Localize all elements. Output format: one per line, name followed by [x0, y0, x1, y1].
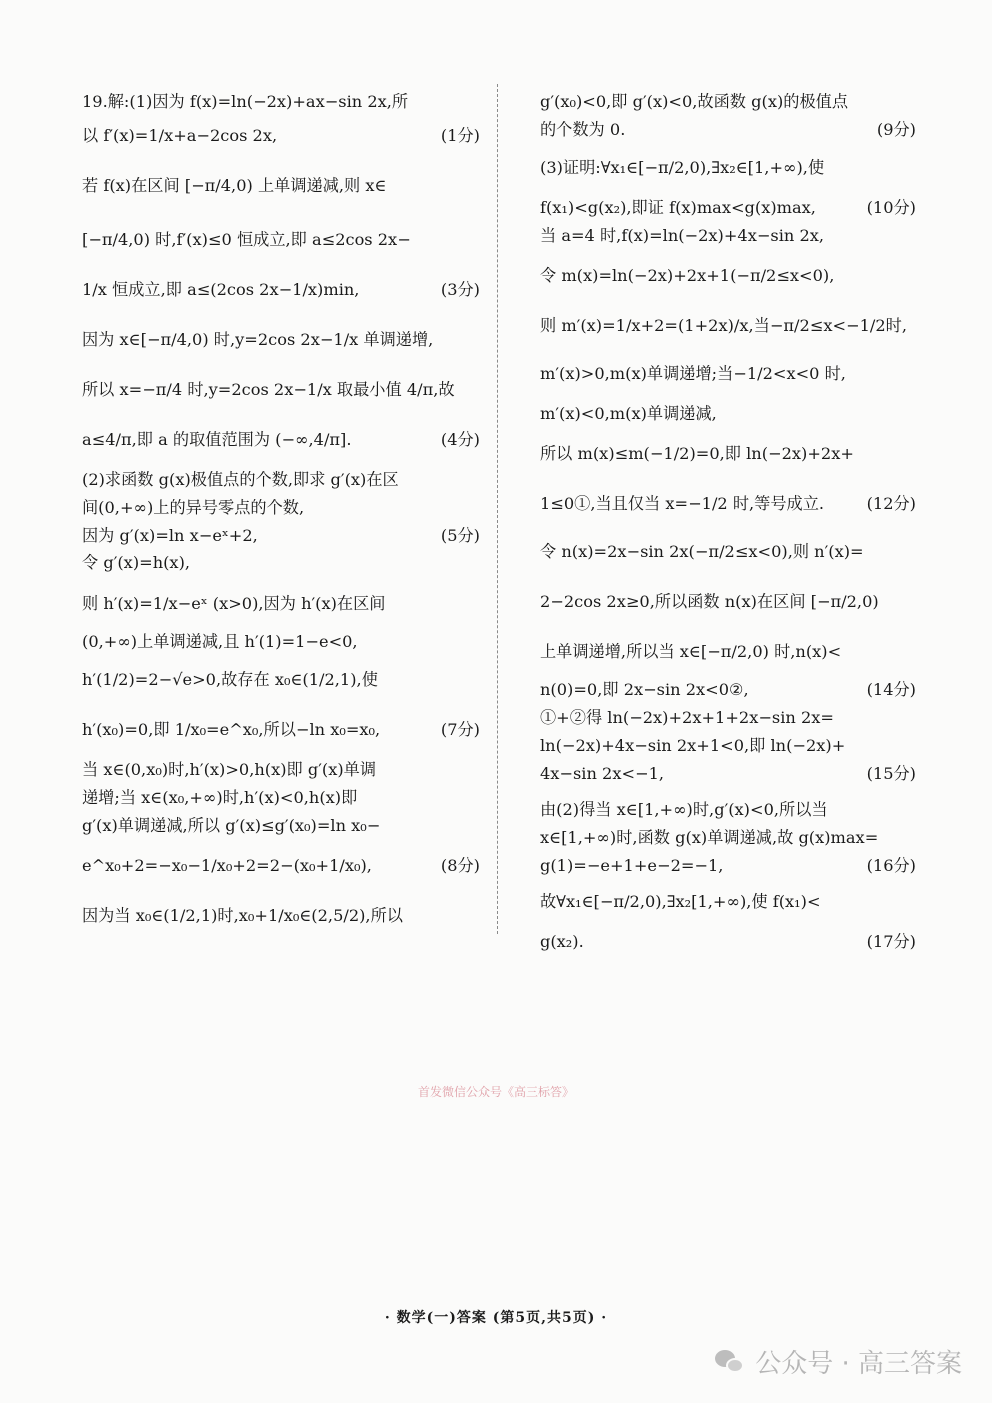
watermark-text: 首发微信公众号《高三标答》	[417, 1085, 574, 1099]
line-text: 19.解:(1)因为 f(x)=ln(−2x)+ax−sin 2x,所	[82, 92, 409, 111]
line-text: 当 x∈(0,x₀)时,h′(x)>0,h(x)即 g′(x)单调	[82, 760, 377, 779]
column-divider	[497, 84, 498, 934]
line-text: 当 a=4 时,f(x)=ln(−2x)+4x−sin 2x,	[540, 226, 825, 245]
line-text: 由(2)得当 x∈[1,+∞)时,g′(x)<0,所以当	[540, 800, 828, 819]
text-line	[540, 932, 916, 952]
text-line	[540, 800, 916, 820]
score-mark: (10分)	[866, 198, 916, 217]
line-text: g(1)=−e+1+e−2=−1,	[540, 856, 724, 875]
line-text: 的个数为 0.	[540, 120, 626, 139]
text-line	[82, 788, 480, 808]
line-text: 1/x 恒成立,即 a≤(2cos 2x−1/x)min,	[82, 280, 360, 299]
line-text: 所以 m(x)≤m(−1/2)=0,即 ln(−2x)+2x+	[540, 444, 854, 463]
text-line	[82, 906, 480, 926]
line-text: 因为 g′(x)=ln x−eˣ+2,	[82, 526, 258, 545]
score-mark: (5分)	[440, 526, 480, 545]
line-text: f(x₁)<g(x₂),即证 f(x)max<g(x)max,	[540, 198, 816, 217]
score-mark: (1分)	[440, 126, 480, 145]
line-text: m′(x)>0,m(x)单调递增;当−1/2<x<0 时,	[540, 364, 846, 383]
text-line	[82, 498, 480, 518]
score-mark: (12分)	[866, 494, 916, 513]
text-line	[82, 126, 480, 146]
line-text: 以 f′(x)=1/x+a−2cos 2x,	[82, 126, 278, 145]
wechat-icon	[715, 1350, 745, 1374]
page-footer: · 数学(一)答案 (第5页,共5页) ·	[384, 1310, 608, 1326]
line-text: g(x₂).	[540, 932, 584, 951]
line-text: a≤4/π,即 a 的取值范围为 (−∞,4/π].	[82, 430, 352, 449]
score-mark: (17分)	[866, 932, 916, 951]
text-line	[82, 526, 480, 546]
brand-text: 公众号 · 高三答案	[755, 1349, 962, 1379]
text-line	[82, 720, 480, 740]
text-line	[540, 592, 916, 612]
text-line	[82, 330, 480, 350]
line-text: 则 m′(x)=1/x+2=(1+2x)/x,当−π/2≤x<−1/2时,	[540, 316, 907, 335]
line-text: 故∀x₁∈[−π/2,0),∃x₂[1,+∞),使 f(x₁)<	[540, 892, 821, 911]
line-text: h′(1/2)=2−√e>0,故存在 x₀∈(1/2,1),使	[82, 670, 378, 689]
line-text: m′(x)<0,m(x)单调递减,	[540, 404, 717, 423]
text-line	[540, 494, 916, 514]
text-line	[82, 594, 480, 614]
line-text: 上单调递增,所以当 x∈[−π/2,0) 时,n(x)<	[540, 642, 842, 661]
text-line	[82, 92, 480, 112]
line-text: 令 g′(x)=h(x),	[82, 553, 191, 572]
text-line	[82, 632, 480, 652]
text-line	[540, 828, 916, 848]
text-line	[540, 316, 916, 336]
text-line	[540, 364, 916, 384]
line-text: (2)求函数 g(x)极值点的个数,即求 g′(x)在区	[82, 470, 399, 489]
text-line	[540, 680, 916, 700]
text-line	[82, 553, 480, 573]
line-text: 间(0,+∞)上的异号零点的个数,	[82, 498, 305, 517]
line-text: x∈[1,+∞)时,函数 g(x)单调递减,故 g(x)max=	[540, 828, 879, 847]
line-text: g′(x₀)<0,即 g′(x)<0,故函数 g(x)的极值点	[540, 92, 849, 111]
text-line	[540, 708, 916, 728]
text-line	[82, 760, 480, 780]
brand-watermark	[715, 1343, 962, 1380]
line-text: (3)证明:∀x₁∈[−π/2,0),∃x₂∈[1,+∞),使	[540, 158, 825, 177]
line-text: ln(−2x)+4x−sin 2x+1<0,即 ln(−2x)+	[540, 736, 846, 755]
line-text: g′(x)单调递减,所以 g′(x)≤g′(x₀)=ln x₀−	[82, 816, 381, 835]
score-mark: (16分)	[866, 856, 916, 875]
text-line	[540, 158, 916, 178]
text-line	[82, 670, 480, 690]
line-text: 1≤0①,当且仅当 x=−1/2 时,等号成立.	[540, 494, 825, 513]
text-line	[540, 444, 916, 464]
line-text: 令 n(x)=2x−sin 2x(−π/2≤x<0),则 n′(x)=	[540, 542, 864, 561]
score-mark: (9分)	[876, 120, 916, 139]
line-text: ①+②得 ln(−2x)+2x+1+2x−sin 2x=	[540, 708, 834, 727]
text-line	[82, 856, 480, 876]
text-line	[540, 226, 916, 246]
line-text: n(0)=0,即 2x−sin 2x<0②,	[540, 680, 749, 699]
line-text: 因为当 x₀∈(1/2,1)时,x₀+1/x₀∈(2,5/2),所以	[82, 906, 403, 925]
line-text: 2−2cos 2x≥0,所以函数 n(x)在区间 [−π/2,0)	[540, 592, 879, 611]
line-text: (0,+∞)上单调递减,且 h′(1)=1−e<0,	[82, 632, 358, 651]
text-line	[82, 816, 480, 836]
line-text: [−π/4,0) 时,f′(x)≤0 恒成立,即 a≤2cos 2x−	[82, 230, 411, 249]
line-text: 令 m(x)=ln(−2x)+2x+1(−π/2≤x<0),	[540, 266, 835, 285]
text-line	[540, 198, 916, 218]
text-line	[540, 642, 916, 662]
line-text: 因为 x∈[−π/4,0) 时,y=2cos 2x−1/x 单调递增,	[82, 330, 434, 349]
text-line	[540, 404, 916, 424]
score-mark: (8分)	[440, 856, 480, 875]
text-line	[540, 266, 916, 286]
text-line	[82, 380, 480, 400]
score-mark: (3分)	[440, 280, 480, 299]
text-line	[540, 764, 916, 784]
text-line	[82, 176, 480, 196]
score-mark: (4分)	[440, 430, 480, 449]
line-text: e^x₀+2=−x₀−1/x₀+2=2−(x₀+1/x₀),	[82, 856, 372, 875]
text-line	[540, 736, 916, 756]
text-line	[82, 280, 480, 300]
text-line	[540, 92, 916, 112]
line-text: 则 h′(x)=1/x−eˣ (x>0),因为 h′(x)在区间	[82, 594, 386, 613]
text-line	[540, 892, 916, 912]
text-line	[540, 856, 916, 876]
score-mark: (15分)	[866, 764, 916, 783]
text-line	[82, 430, 480, 450]
line-text: 递增;当 x∈(x₀,+∞)时,h′(x)<0,h(x)即	[82, 788, 358, 807]
line-text: 4x−sin 2x<−1,	[540, 764, 665, 783]
text-line	[540, 542, 916, 562]
score-mark: (14分)	[866, 680, 916, 699]
line-text: 若 f(x)在区间 [−π/4,0) 上单调递减,则 x∈	[82, 176, 387, 195]
text-line	[82, 230, 480, 250]
text-line	[540, 120, 916, 140]
text-line	[82, 470, 480, 490]
line-text: h′(x₀)=0,即 1/x₀=e^x₀,所以−ln x₀=x₀,	[82, 720, 381, 739]
score-mark: (7分)	[440, 720, 480, 739]
line-text: 所以 x=−π/4 时,y=2cos 2x−1/x 取最小值 4/π,故	[82, 380, 455, 399]
